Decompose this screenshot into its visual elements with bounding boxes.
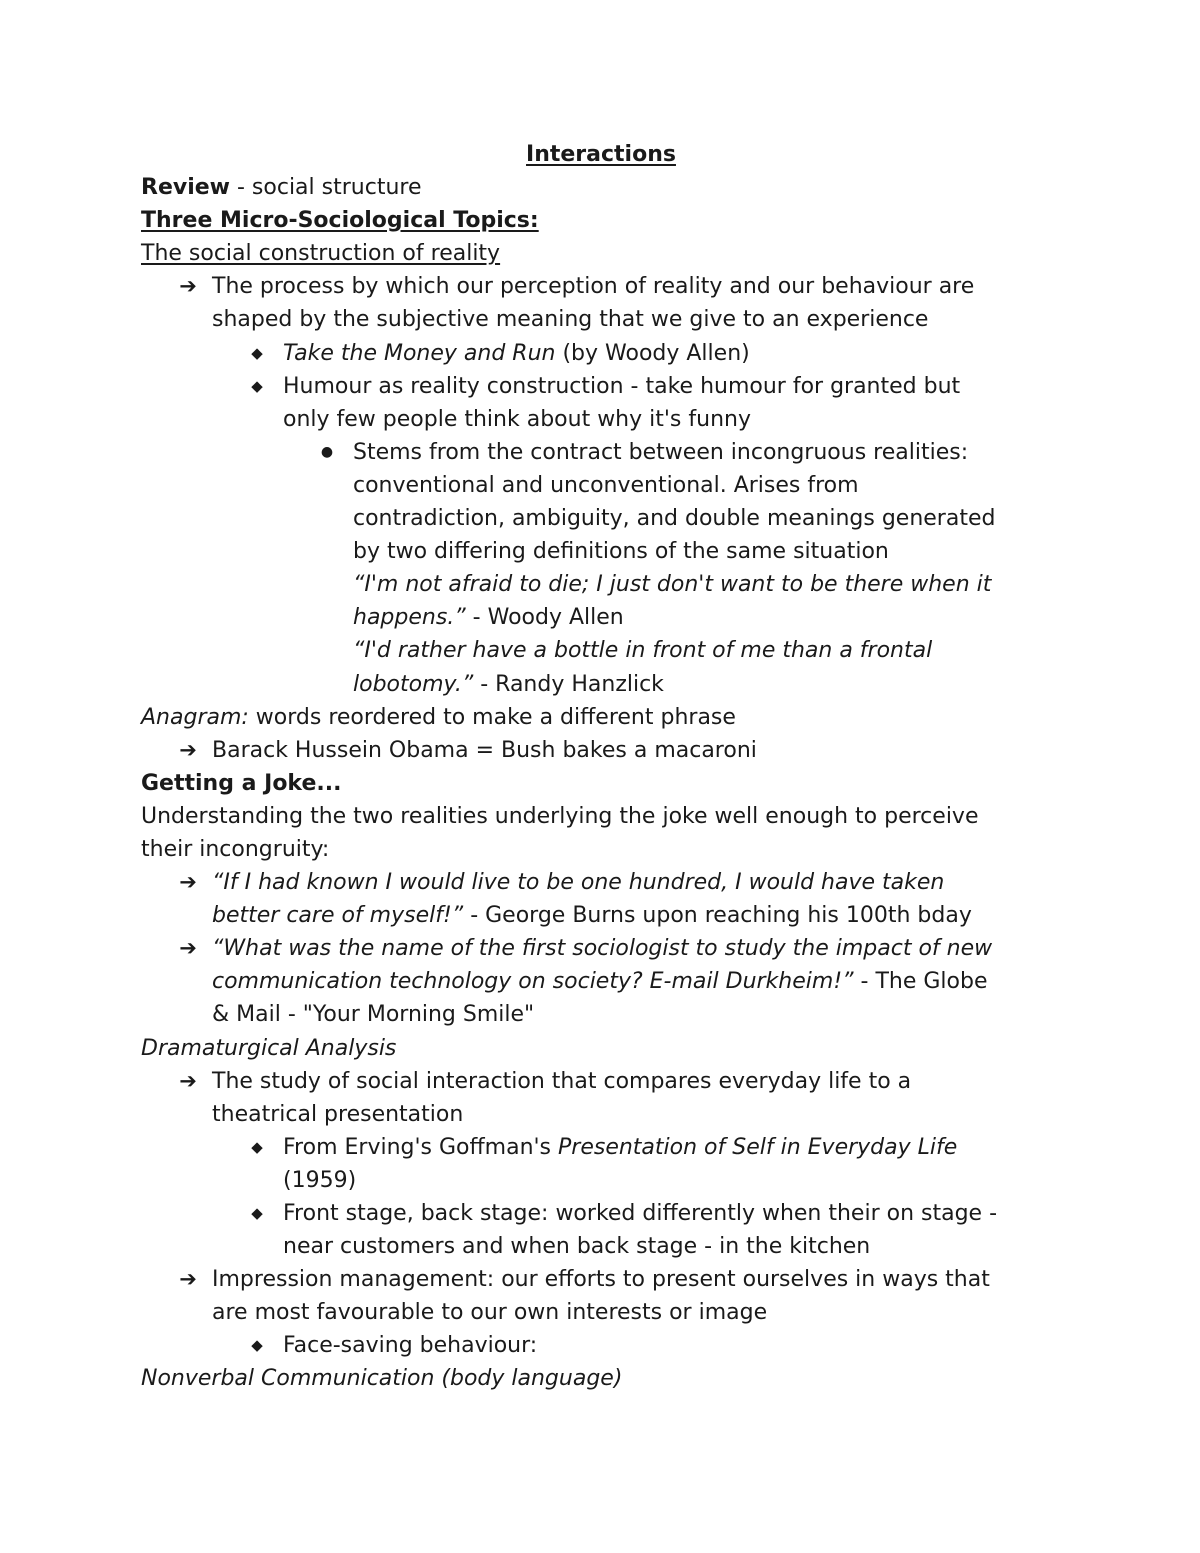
list-item-text: conventional and unconventional. Arises from	[353, 472, 859, 498]
dot-bullet-icon: ●	[320, 443, 334, 460]
list-item-continuation	[141, 403, 1061, 436]
list-item-text: near customers and when back stage - in the kitchen	[283, 1234, 871, 1260]
list-item	[141, 1197, 1061, 1230]
dramaturgical-heading-line	[141, 1032, 1061, 1065]
quote-attribution: & Mail - "Your Morning Smile"	[212, 1002, 535, 1028]
arrow-bullet-icon: ➔	[179, 936, 197, 961]
quote-line	[141, 668, 1061, 701]
list-item-text: contradiction, ambiguity, and double meanings generated	[353, 506, 996, 532]
quote-line	[141, 601, 1061, 634]
review-text: - social structure	[230, 175, 422, 201]
quote-attribution: - Woody Allen	[465, 605, 624, 631]
list-item-continuation	[141, 303, 1061, 336]
paragraph-text: Understanding the two realities underlying the joke well enough to perceive	[141, 803, 979, 829]
list-item-continuation	[141, 965, 1061, 998]
film-title: Take the Money and Run	[283, 340, 556, 366]
list-item-continuation	[141, 502, 1061, 535]
list-item-continuation	[141, 1296, 1061, 1329]
list-item-continuation	[141, 1164, 1061, 1197]
list-item-text: by two differing definitions of the same situation	[353, 539, 889, 565]
list-item-continuation	[141, 1098, 1061, 1131]
arrow-bullet-icon: ➔	[179, 1267, 197, 1292]
quote-text: communication technology on society? E-mail Durkheim!”	[212, 969, 854, 995]
list-item-continuation	[141, 998, 1061, 1031]
list-item-continuation	[141, 535, 1061, 568]
list-item-text: (1959)	[283, 1167, 357, 1193]
document-body	[141, 138, 1061, 1396]
diamond-bullet-icon: ◆	[251, 376, 263, 395]
list-item-text: From Erving's Goffman's	[283, 1134, 559, 1160]
joke-heading-line	[141, 767, 1061, 800]
joke-heading: Getting a Joke...	[141, 770, 342, 796]
list-item-continuation	[141, 469, 1061, 502]
nonverbal-heading-line	[141, 1362, 1061, 1395]
list-item	[141, 337, 1061, 370]
quote-text: better care of myself!”	[212, 903, 464, 929]
list-item	[141, 436, 1061, 469]
page-title: Interactions	[526, 142, 676, 167]
list-item	[141, 270, 1061, 303]
arrow-bullet-icon: ➔	[179, 737, 197, 762]
list-item	[141, 1131, 1061, 1164]
paragraph-line	[141, 833, 1061, 866]
nonverbal-heading: Nonverbal Communication (body language)	[141, 1366, 623, 1392]
quote-text: “What was the name of the first sociologist to study the impact of new	[212, 936, 993, 962]
anagram-line	[141, 701, 1061, 734]
list-item	[141, 370, 1061, 403]
quote-attribution: - The Globe	[853, 969, 988, 995]
quote-attribution: - George Burns upon reaching his 100th bday	[463, 903, 972, 929]
anagram-label: Anagram:	[141, 704, 249, 730]
diamond-bullet-icon: ◆	[251, 1204, 263, 1222]
quote-text: happens.”	[353, 605, 466, 631]
list-item-text: theatrical presentation	[212, 1101, 464, 1127]
social-construction-heading-line	[141, 237, 1061, 270]
list-item-text: are most favourable to our own interests or image	[212, 1300, 768, 1326]
list-item	[141, 1263, 1061, 1296]
anagram-example: Barack Hussein Obama = Bush bakes a macaroni	[212, 737, 757, 763]
dramaturgical-heading: Dramaturgical Analysis	[141, 1035, 397, 1061]
topics-heading: Three Micro-Sociological Topics:	[141, 208, 539, 234]
list-item-text: Impression management: our efforts to present ourselves in ways that	[212, 1267, 990, 1293]
arrow-bullet-icon: ➔	[179, 1068, 197, 1093]
list-item	[141, 866, 1061, 899]
list-item-text: shaped by the subjective meaning that we give to an experience	[212, 307, 929, 333]
film-by: (by Woody Allen)	[555, 340, 750, 366]
list-item-text: Humour as reality construction - take humour for granted but	[283, 373, 961, 399]
quote-text: “I'd rather have a bottle in front of me than a frontal	[353, 638, 933, 664]
list-item	[141, 932, 1061, 965]
quote-text: “If I had known I would live to be one hundred, I would have taken	[212, 870, 945, 896]
list-item-continuation	[141, 899, 1061, 932]
review-line	[141, 171, 1061, 204]
diamond-bullet-icon: ◆	[251, 1137, 263, 1156]
list-item	[141, 1065, 1061, 1098]
arrow-bullet-icon: ➔	[179, 274, 197, 299]
topics-heading-line	[141, 204, 1061, 237]
list-item-text: only few people think about why it's funny	[283, 406, 751, 432]
page-title-line	[141, 138, 1061, 171]
diamond-bullet-icon: ◆	[251, 1336, 263, 1355]
review-label: Review	[141, 175, 230, 201]
list-item-text: Face-saving behaviour:	[283, 1333, 538, 1359]
list-item-continuation	[141, 1230, 1061, 1263]
quote-text: “I'm not afraid to die; I just don't want to be there when it	[353, 572, 992, 598]
book-title: Presentation of Self in Everyday Life	[558, 1134, 958, 1160]
quote-text: lobotomy.”	[353, 671, 474, 697]
list-item-text: The study of social interaction that compares everyday life to a	[212, 1068, 912, 1094]
list-item-text: Front stage, back stage: worked differently when their on stage -	[283, 1201, 998, 1226]
paragraph-line	[141, 800, 1061, 833]
diamond-bullet-icon: ◆	[251, 343, 263, 362]
anagram-text: words reordered to make a different phrase	[248, 704, 736, 730]
social-construction-heading: The social construction of reality	[141, 241, 501, 267]
list-item	[141, 1329, 1061, 1362]
quote-line	[141, 568, 1061, 601]
quote-line	[141, 634, 1061, 667]
paragraph-text: their incongruity:	[141, 836, 330, 862]
list-item-text: The process by which our perception of reality and our behaviour are	[212, 274, 975, 300]
quote-attribution: - Randy Hanzlick	[473, 671, 664, 697]
list-item-text: Stems from the contract between incongruous realities:	[353, 439, 969, 465]
list-item	[141, 734, 1061, 767]
arrow-bullet-icon: ➔	[179, 870, 197, 895]
